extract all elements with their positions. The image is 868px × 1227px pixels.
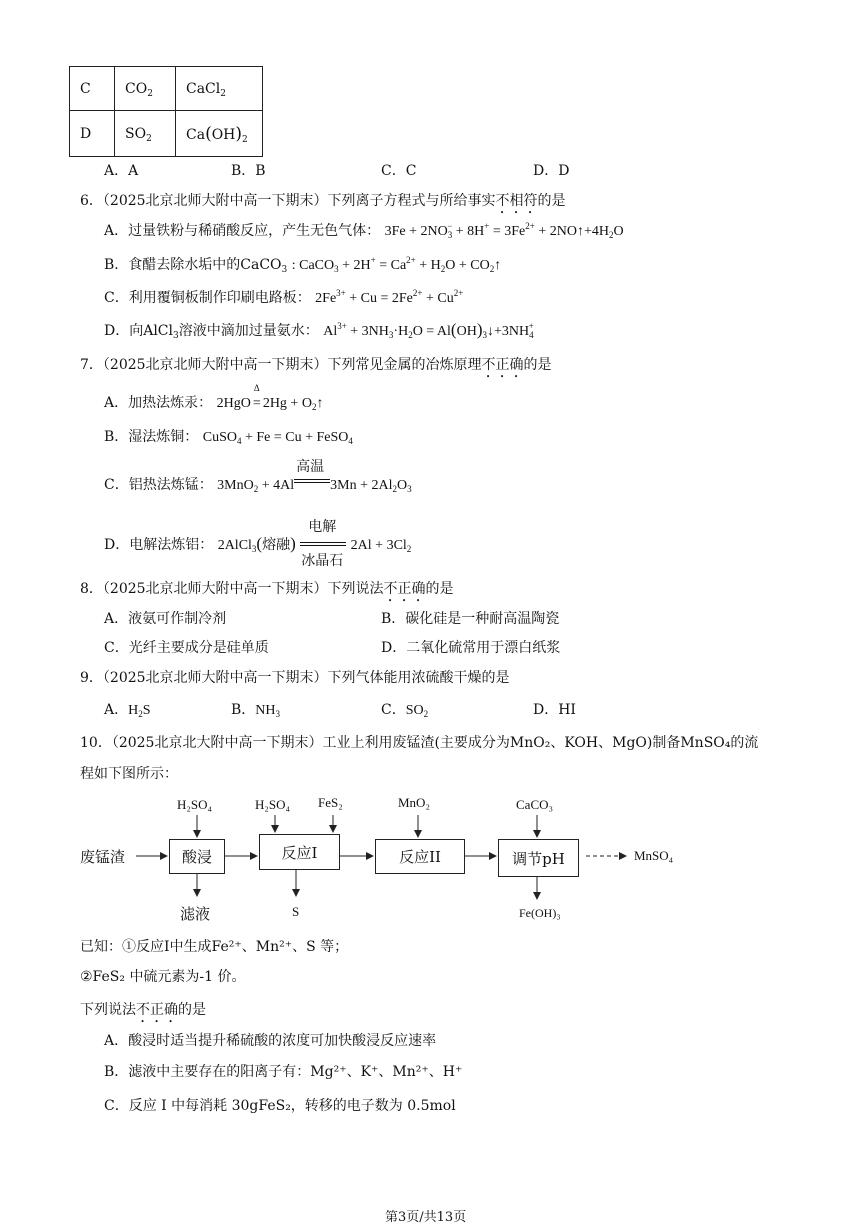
emphasis-text: 不相符 [495, 193, 538, 209]
q6-option-b[interactable]: B．食醋去除水垢中的CaCO$_3$ : CaCO$_3$ + $2H^+ = Ca^{2+} + H_2O$ + $CO_2↑$ [104, 255, 502, 275]
q10-known-2: ②FeS₂ 中硫元素为-1 价。 [80, 969, 246, 985]
flow-box-acid-leach: 酸浸 [169, 839, 225, 874]
q10-stem-line2: 程如下图所示： [80, 766, 178, 782]
q9-option-a[interactable]: A．$H_2S$ [104, 702, 151, 719]
q5-option-a[interactable]: A．A [104, 163, 139, 179]
flow-box-reaction-2: 反应II [375, 839, 465, 874]
q10-option-a[interactable]: A．酸浸时适当提升稀硫酸的浓度可加快酸浸反应速率 [104, 1033, 437, 1049]
q5-option-b[interactable]: B．B [231, 163, 266, 179]
q7-option-a[interactable]: A．加热法炼汞： 2HgO Δ = $2Hg + O_2↑$ [104, 382, 324, 412]
flow-box-reaction-1: 反应I [259, 834, 340, 870]
emphasis-text: 不正确 [136, 1002, 178, 1018]
q6-stem: 6．（2025北京北师大附中高一下期末）下列离子方程式与所给事实不相符的是 [80, 193, 566, 209]
emphasis-text: 不正确 [481, 357, 524, 373]
flow-input-label: H₂SO₄ [177, 797, 213, 812]
page-number: 第3页/共13页 [385, 1210, 467, 1225]
table-row-label: C [70, 67, 115, 111]
q10-option-c[interactable]: C．反应 I 中每消耗 30gFeS₂，转移的电子数为 0.5mol [104, 1098, 456, 1114]
q7-stem: 7．（2025北京北师大附中高一下期末）下列常见金属的冶炼原理不正确的是 [80, 357, 552, 373]
flow-start-label: 废锰渣 [80, 848, 126, 866]
q9-option-d[interactable]: D．HI [533, 702, 576, 718]
table-row-label: D [70, 111, 115, 157]
flow-output-label: Fe(OH)₃ [519, 906, 561, 920]
condition-label: 高温 [296, 459, 325, 475]
q10-known-1: 已知：①反应I中生成Fe²⁺、Mn²⁺、S 等； [80, 939, 349, 955]
q5-option-c[interactable]: C．C [381, 163, 417, 179]
q8-option-c[interactable]: C．光纤主要成分是硅单质 [104, 640, 269, 656]
q8-option-a[interactable]: A．液氨可作制冷剂 [104, 611, 227, 627]
flow-output-label: 滤液 [180, 905, 211, 923]
q7-option-c[interactable]: C．铝热法炼锰： 3MnO$_2$ + 4Al 高温 $3Mn + 2Al_2O_3$ [104, 474, 412, 494]
q10-option-b[interactable]: B．滤液中主要存在的阳离子有：Mg²⁺、K⁺、Mn²⁺、H⁺ [104, 1064, 463, 1080]
q6-option-d[interactable]: D．向AlCl$_3$溶液中滴加过量氨水： $Al^{3+} + 3NH_3\cdot H_2O$ = $Al(OH)_3↓+3NH_4^+$ [104, 320, 534, 341]
q9-option-b[interactable]: B．$NH_3$ [231, 702, 281, 719]
q6-option-a[interactable]: A．过量铁粉与稀硝酸反应，产生无色气体： $3Fe + 2NO_3^- + 8H^+ = 3Fe^{2+}$ + $2NO↑+4H_2O$ [104, 221, 624, 240]
flow-box-adjust-ph: 调节pH [498, 839, 579, 877]
q10-stem-line1: 10．（2025北京北大附中高一下期末）工业上利用废锰渣(主要成分为MnO₂、KOH、MgO)制备MnSO₄的流 [80, 735, 759, 751]
q6-option-c[interactable]: C．利用覆铜板制作印刷电路板： $2Fe^{3+} + Cu = 2Fe^{2+} + Cu^{2+}$ [104, 288, 464, 306]
flow-input-label: CaCO₃ [516, 797, 554, 812]
q7-option-b[interactable]: B．湿法炼铜： CuSO$_4$ + Fe = Cu + FeSO$_4$ [104, 429, 353, 446]
q9-option-c[interactable]: C．$SO_2$ [381, 702, 429, 719]
table-cell: $Ca(OH)_2$ [176, 111, 263, 157]
emphasis-text: 不正确 [383, 581, 426, 597]
q5-option-d[interactable]: D．D [533, 163, 570, 179]
q8-option-b[interactable]: B．碳化硅是一种耐高温陶瓷 [381, 611, 560, 627]
flow-product-label: MnSO₄ [634, 848, 674, 863]
q7-option-d[interactable]: D．电解法炼铝： 2AlCl$_3$(熔融) 电解 冰晶石 $2Al + 3Cl_2$ [104, 534, 411, 554]
condition-label: 冰晶石 [301, 553, 344, 569]
table-cell: $CO_2$ [115, 67, 176, 111]
q9-stem: 9．（2025北京北师大附中高一下期末）下列气体能用浓硫酸干燥的是 [80, 670, 510, 686]
flow-input-label: H₂SO₄ [255, 797, 291, 812]
condition-label: 电解 [308, 519, 337, 535]
table-cell: $SO_2$ [115, 111, 176, 157]
q10-question: 下列说法不正确的是 [80, 1002, 206, 1018]
q8-stem: 8．（2025北京北师大附中高一下期末）下列说法不正确的是 [80, 581, 454, 597]
flow-input-label: FeS₂ [318, 795, 343, 810]
table-cell: CaCl$_2$ [176, 67, 263, 111]
flow-input-label: MnO₂ [398, 795, 430, 810]
flow-output-label: S [292, 904, 300, 919]
q8-option-d[interactable]: D．二氧化硫常用于漂白纸浆 [381, 640, 561, 656]
